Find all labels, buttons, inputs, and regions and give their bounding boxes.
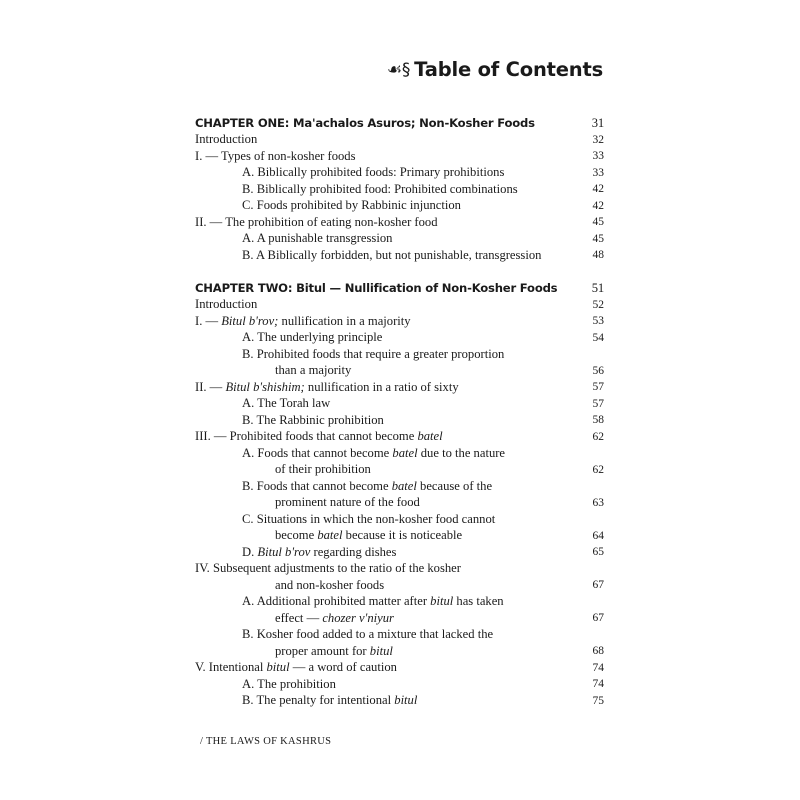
page-number: 45: [592, 232, 604, 245]
entry-text: C. Foods prohibited by Rabbinic injunction: [242, 198, 461, 213]
entry-text: regarding dishes: [310, 544, 397, 559]
entry-text: B. The penalty for intentional: [242, 693, 395, 708]
entry-title: [195, 198, 461, 213]
toc-entry: [195, 231, 604, 248]
italic-term: Bitul b'shishim;: [225, 379, 305, 394]
entry-text: Introduction: [195, 297, 258, 312]
entry-title: [195, 528, 462, 543]
page-number: 62: [592, 463, 604, 476]
page-number: 53: [592, 315, 604, 328]
toc-entry: [195, 313, 604, 330]
entry-title: [195, 182, 518, 197]
entry-text: B. Kosher food added to a mixture that lacked the: [242, 627, 494, 642]
entry-title: [195, 611, 394, 626]
toc-entry: [195, 594, 604, 611]
entry-text: Introduction: [195, 132, 258, 147]
entry-text: — a word of caution: [289, 660, 397, 675]
toc-entry: [195, 528, 604, 545]
toc-entry: [195, 297, 604, 314]
entry-title: [195, 132, 257, 147]
entry-text: C. Situations in which the non-kosher food cannot: [242, 511, 496, 526]
entry-title: [195, 116, 535, 130]
entry-title: [195, 330, 382, 345]
entry-title: [195, 314, 411, 329]
page-number: 75: [592, 694, 604, 707]
toc-entry: [195, 148, 604, 165]
entry-text: D.: [242, 544, 258, 559]
entry-title: [195, 446, 505, 461]
toc-entry: [195, 561, 604, 578]
entry-title: [195, 578, 384, 593]
toc-entry: [195, 198, 604, 215]
entry-text: effect —: [275, 610, 323, 625]
italic-term: batel: [392, 445, 418, 460]
entry-title: [195, 347, 504, 362]
entry-text: B. Biblically prohibited food: Prohibited combinations: [242, 181, 518, 196]
page-number: 32: [592, 133, 604, 146]
entry-text: I. — Types of non-kosher foods: [195, 148, 356, 163]
entry-title: [195, 462, 371, 477]
toc-entry: [195, 132, 604, 149]
entry-text: because it is noticeable: [342, 528, 463, 543]
italic-term: bitul: [394, 693, 418, 708]
entry-title: [195, 396, 330, 411]
entry-title: [195, 248, 541, 263]
page-number: 48: [592, 249, 604, 262]
toc-entry: [195, 693, 604, 710]
entry-title: [195, 215, 438, 230]
page-number: 57: [592, 381, 604, 394]
toc-entry: [195, 165, 604, 182]
italic-term: batel: [391, 478, 417, 493]
italic-term: batel: [417, 429, 443, 444]
entry-text: V. Intentional: [195, 660, 267, 675]
toc-entry: [195, 610, 604, 627]
entry-text: IV. Subsequent adjustments to the ratio of the kosher: [195, 561, 461, 576]
entry-text: become: [275, 528, 318, 543]
page-number: 51: [591, 280, 604, 295]
toc-entry: [195, 330, 604, 347]
entry-title: [195, 429, 443, 444]
entry-title: [195, 594, 504, 609]
entry-text: A. The Torah law: [242, 396, 331, 411]
entry-text: CHAPTER ONE: Ma'achalos Asuros; Non-Kosher Foods: [195, 116, 535, 131]
entry-text: B. Prohibited foods that require a greater proportion: [242, 346, 505, 361]
page-number: 33: [592, 166, 604, 179]
entry-text: A. A punishable transgression: [242, 231, 393, 246]
page-number: 45: [592, 216, 604, 229]
entry-text: A. Foods that cannot become: [242, 445, 393, 460]
entry-text: III. — Prohibited foods that cannot become: [195, 429, 418, 444]
entry-title: [195, 644, 393, 659]
italic-term: bitul: [430, 594, 454, 609]
page-number: 67: [592, 612, 604, 625]
page-number: 63: [592, 496, 604, 509]
toc-entry: [195, 363, 604, 380]
page-number: 31: [591, 115, 604, 130]
toc-entry: [195, 495, 604, 512]
entry-text: proper amount for: [275, 643, 370, 658]
toc-entry: [195, 379, 604, 396]
entry-title: [195, 561, 461, 576]
toc-entry: [195, 676, 604, 693]
entry-text: A. The prohibition: [242, 676, 336, 691]
page-number: 74: [592, 678, 604, 691]
entry-title: [195, 413, 384, 428]
page-number: 42: [592, 199, 604, 212]
entry-title: [195, 297, 257, 312]
italic-term: Bitul b'rov;: [221, 313, 279, 328]
page-number: 74: [592, 661, 604, 674]
page-number: 58: [592, 414, 604, 427]
entry-text: B. A Biblically forbidden, but not punishable, transgression: [242, 247, 542, 262]
entry-title: [195, 512, 495, 527]
italic-term: Bitul b'rov: [257, 544, 311, 559]
entry-text: because of the: [416, 478, 493, 493]
page-number: 52: [592, 298, 604, 311]
entry-text: II. — The prohibition of eating non-kosher food: [195, 214, 438, 229]
toc-entry: [195, 544, 604, 561]
page-number: 54: [592, 331, 604, 344]
title-text: Table of Contents: [414, 58, 603, 81]
entry-title: [195, 677, 336, 692]
page-number: 64: [592, 529, 604, 542]
toc-entry: [195, 247, 604, 264]
page-number: 42: [592, 183, 604, 196]
entry-text: I. —: [195, 313, 222, 328]
entry-text: A. Biblically prohibited foods: Primary prohibitions: [242, 165, 505, 180]
entry-title: [195, 479, 492, 494]
entry-title: [195, 660, 397, 675]
page-title: [387, 58, 603, 81]
entry-text: prominent nature of the food: [275, 495, 420, 510]
toc-entry: [195, 511, 604, 528]
entry-title: [195, 693, 417, 708]
page-number: 62: [592, 430, 604, 443]
page-number: 56: [592, 364, 604, 377]
italic-term: bitul: [266, 660, 290, 675]
chapter-heading: [195, 280, 604, 297]
toc-entry: [195, 429, 604, 446]
toc-entry: [195, 346, 604, 363]
entry-title: [195, 380, 459, 395]
entry-text: of their prohibition: [275, 462, 371, 477]
page-number: 57: [592, 397, 604, 410]
italic-term: bitul: [369, 643, 393, 658]
toc-entry: [195, 462, 604, 479]
toc-entry: [195, 214, 604, 231]
toc-entry: [195, 478, 604, 495]
entry-text: nullification in a ratio of sixty: [304, 379, 459, 394]
entry-text: B. Foods that cannot become: [242, 478, 392, 493]
entry-title: [195, 627, 493, 642]
italic-term: batel: [317, 528, 343, 543]
entry-text: A. The underlying principle: [242, 330, 383, 345]
toc-entry: [195, 396, 604, 413]
page-number: 67: [592, 579, 604, 592]
entry-title: [195, 149, 355, 164]
toc-entry: [195, 412, 604, 429]
toc-entry: [195, 627, 604, 644]
toc-entry: [195, 643, 604, 660]
entry-text: has taken: [453, 594, 504, 609]
entry-title: [195, 281, 557, 295]
fleuron-ornament-icon: ☙§: [386, 59, 411, 80]
entry-title: [195, 363, 351, 378]
italic-term: chozer v'niyur: [322, 610, 394, 625]
entry-text: A. Additional prohibited matter after: [242, 594, 431, 609]
table-of-contents: [195, 115, 604, 709]
entry-text: CHAPTER TWO: Bitul — Nullification of Non-Kosher Foods: [195, 281, 558, 296]
toc-entry: [195, 445, 604, 462]
entry-text: and non-kosher foods: [275, 577, 385, 592]
entry-text: due to the nature: [417, 445, 506, 460]
page-number: 68: [592, 645, 604, 658]
chapter-heading: [195, 115, 604, 132]
entry-text: than a majority: [275, 363, 352, 378]
running-footer: / THE LAWS OF KASHRUS: [200, 736, 332, 747]
entry-text: II. —: [195, 379, 226, 394]
page-number: 65: [592, 546, 604, 559]
page-number: 33: [592, 150, 604, 163]
entry-title: [195, 545, 396, 560]
toc-entry: [195, 577, 604, 594]
entry-title: [195, 495, 420, 510]
entry-title: [195, 231, 392, 246]
toc-entry: [195, 181, 604, 198]
toc-entry: [195, 660, 604, 677]
entry-text: B. The Rabbinic prohibition: [242, 412, 384, 427]
entry-title: [195, 165, 504, 180]
entry-text: nullification in a majority: [278, 313, 411, 328]
